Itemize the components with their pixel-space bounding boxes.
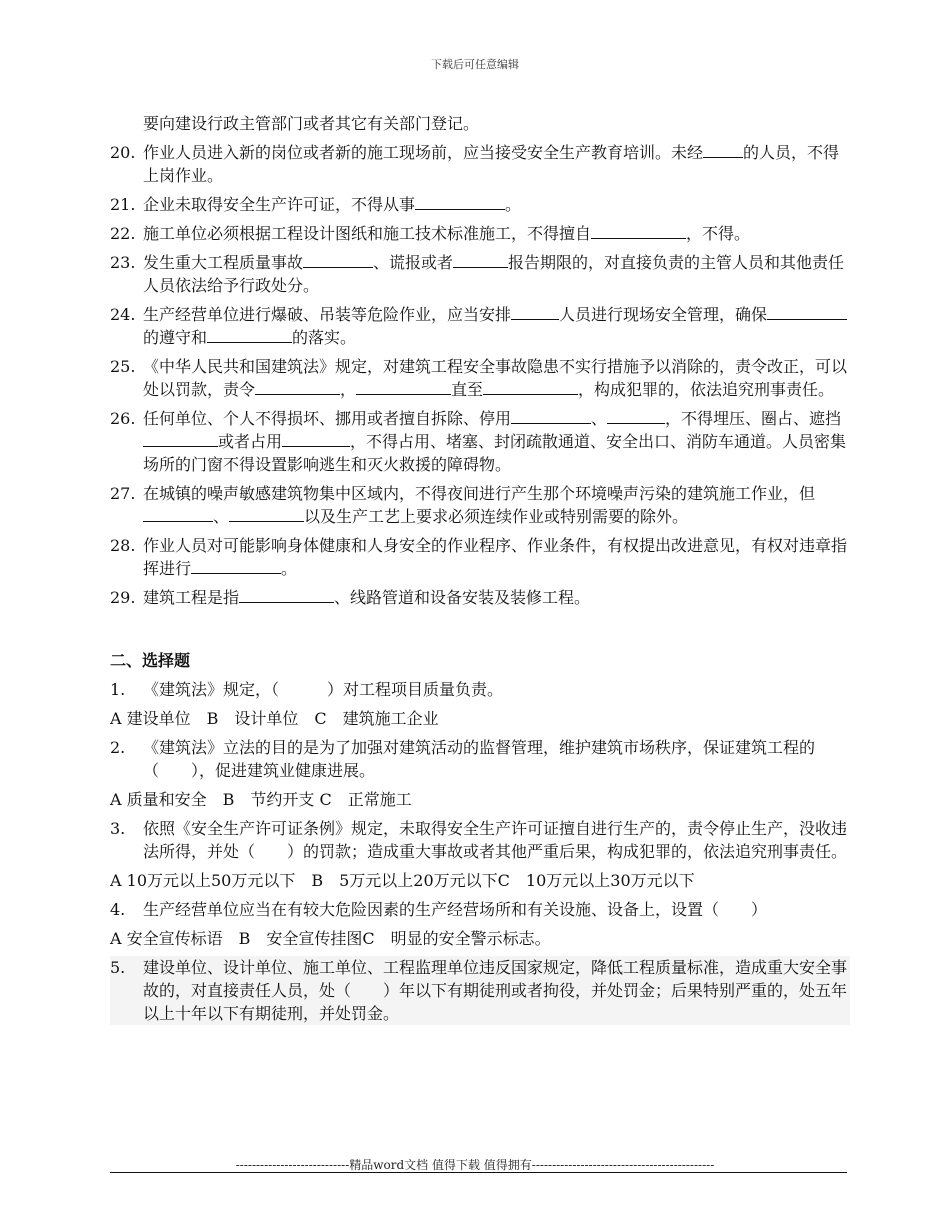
- answer-blank[interactable]: [591, 222, 686, 239]
- question-number: 25.: [110, 357, 136, 376]
- question-number: 2.: [110, 738, 126, 757]
- fill-question: [110, 407, 850, 476]
- page-footer: ----------------------------精品word文档 值得下载 值得拥有---------------------------------------------: [235, 1158, 715, 1172]
- question-number: 3.: [110, 819, 126, 838]
- page-header: 下载后可任意编辑: [431, 58, 519, 71]
- fill-question: [110, 303, 850, 349]
- choice-question: [110, 898, 850, 921]
- answer-blank[interactable]: [143, 505, 213, 522]
- question-number: 4.: [110, 900, 126, 919]
- answer-blank[interactable]: [143, 430, 218, 447]
- question-text: 任何单位、个人不得损坏、挪用或者擅自拆除、停用 、 ，不得埋压、圈占、遮挡或者占用 ，不得占用、堵塞、封闭疏散通道、安全出口、消防车通道。人员密集场所的门窗不得设置影响逃生和灭火救援的障碍物。: [143, 409, 847, 474]
- question-text: 建筑工程是指 、线路管道和设备安装及装修工程。: [143, 588, 591, 607]
- question-text: 作业人员进入新的岗位或者新的施工现场前，应当接受安全生产教育培训。未经 的人员，不得上岗作业。: [143, 143, 840, 185]
- answer-blank[interactable]: [511, 303, 559, 320]
- question-text: 《建筑法》立法的目的是为了加强对建筑活动的监督管理，维护建筑市场秩序，保证建筑工程的（ ），促进建筑业健康进展。: [143, 738, 816, 780]
- answer-blank[interactable]: [356, 378, 451, 395]
- question-number: 21.: [110, 195, 136, 214]
- answer-options: A 质量和安全 B 节约开支 C 正常施工: [110, 790, 412, 809]
- answer-blank[interactable]: [767, 303, 847, 320]
- answer-blank[interactable]: [511, 407, 591, 424]
- question-text: 建设单位、设计单位、施工单位、工程监理单位违反国家规定，降低工程质量标准，造成重大安全事故的，对直接责任人员，处（ ）年以下有期徒刑或者拘役，并处罚金；后果特别严重的，处五年以上十年以下有期徒刑，并处罚金。: [143, 958, 848, 1023]
- question-number: 1.: [110, 680, 126, 699]
- answer-blank[interactable]: [229, 505, 304, 522]
- section-title: 二、选择题: [110, 651, 191, 670]
- question-number: 22.: [110, 224, 136, 243]
- question-number: 23.: [110, 253, 136, 272]
- answer-options: A 建设单位 B 设计单位 C 建筑施工企业: [110, 709, 439, 728]
- answer-blank[interactable]: [191, 557, 281, 574]
- question-number: 29.: [110, 588, 136, 607]
- question-text: 依照《安全生产许可证条例》规定，未取得安全生产许可证擅自进行生产的，责令停止生产，没收违法所得，并处（ ）的罚款；造成重大事故或者其他严重后果，构成犯罪的，依法追究刑事责任。: [143, 819, 848, 861]
- fill-question: [110, 482, 850, 528]
- question-text: 《建筑法》规定，（ ）对工程项目质量负责。: [143, 680, 504, 699]
- question-number: 5.: [110, 958, 126, 977]
- choice-question: [110, 956, 850, 1025]
- fill-question: [110, 141, 850, 187]
- question-text: 《中华人民共和国建筑法》规定，对建筑工程安全事故隐患不实行措施予以消除的，责令改正，可以处以罚款，责令 ， 直至 ，构成犯罪的，依法追究刑事责任。: [143, 357, 848, 399]
- answer-blank[interactable]: [415, 193, 505, 210]
- fill-question: [110, 534, 850, 580]
- answer-options: A 10万元以上50万元以下 B 5万元以上20万元以下C 10万元以上30万元以下: [110, 871, 695, 890]
- question-text: 作业人员对可能影响身体健康和人身安全的作业程序、作业条件，有权提出改进意见，有权对违章指挥进行 。: [143, 536, 848, 578]
- question-number: 26.: [110, 409, 136, 428]
- fill-question: [110, 193, 850, 216]
- question-text: 施工单位必须根据工程设计图纸和施工技术标准施工，不得擅自 ，不得。: [143, 224, 751, 243]
- question-text: 在城镇的噪声敏感建筑物集中区域内，不得夜间进行产生那个环境噪声污染的建筑施工作业，但、 以及生产工艺上要求必须连续作业或特别需要的除外。: [143, 484, 816, 526]
- question-text: 发生重大工程质量事故 、谎报或者 报告期限的，对直接负责的主管人员和其他责任人员依法给予行政处分。: [143, 253, 845, 295]
- answer-blank[interactable]: [207, 326, 292, 343]
- question-text: 企业未取得安全生产许可证，不得从事 。: [143, 195, 522, 214]
- answer-blank[interactable]: [255, 378, 340, 395]
- question-number: 20.: [110, 143, 136, 162]
- fill-question: [110, 355, 850, 401]
- footer-rule: [110, 1172, 847, 1173]
- answer-blank[interactable]: [303, 251, 373, 268]
- answer-blank[interactable]: [483, 378, 578, 395]
- answer-blank[interactable]: [607, 407, 665, 424]
- question-number: 27.: [110, 484, 136, 503]
- choice-question: [110, 678, 850, 701]
- answer-blank[interactable]: [453, 251, 508, 268]
- fill-question: [110, 586, 850, 609]
- answer-blank[interactable]: [239, 586, 334, 603]
- choice-questions: [110, 678, 850, 1025]
- document-body: [110, 112, 850, 1025]
- question-text: 生产经营单位应当在有较大危险因素的生产经营场所和有关设施、设备上，设置（ ）: [143, 900, 768, 919]
- choice-question: [110, 817, 850, 863]
- answer-blank[interactable]: [703, 141, 743, 158]
- fill-question: [110, 251, 850, 297]
- fill-question: [110, 222, 850, 245]
- question-number: 24.: [110, 305, 136, 324]
- question-text: 生产经营单位进行爆破、吊装等危险作业，应当安排 人员进行现场安全管理，确保的遵守和 的落实。: [143, 303, 850, 349]
- choice-question: [110, 736, 850, 782]
- continuation-text: 要向建设行政主管部门或者其它有关部门登记。: [143, 114, 480, 133]
- question-number: 28.: [110, 536, 136, 555]
- fill-in-questions: [110, 141, 850, 609]
- answer-options: A 安全宣传标语 B 安全宣传挂图C 明显的安全警示标志。: [110, 929, 551, 948]
- answer-blank[interactable]: [282, 430, 350, 447]
